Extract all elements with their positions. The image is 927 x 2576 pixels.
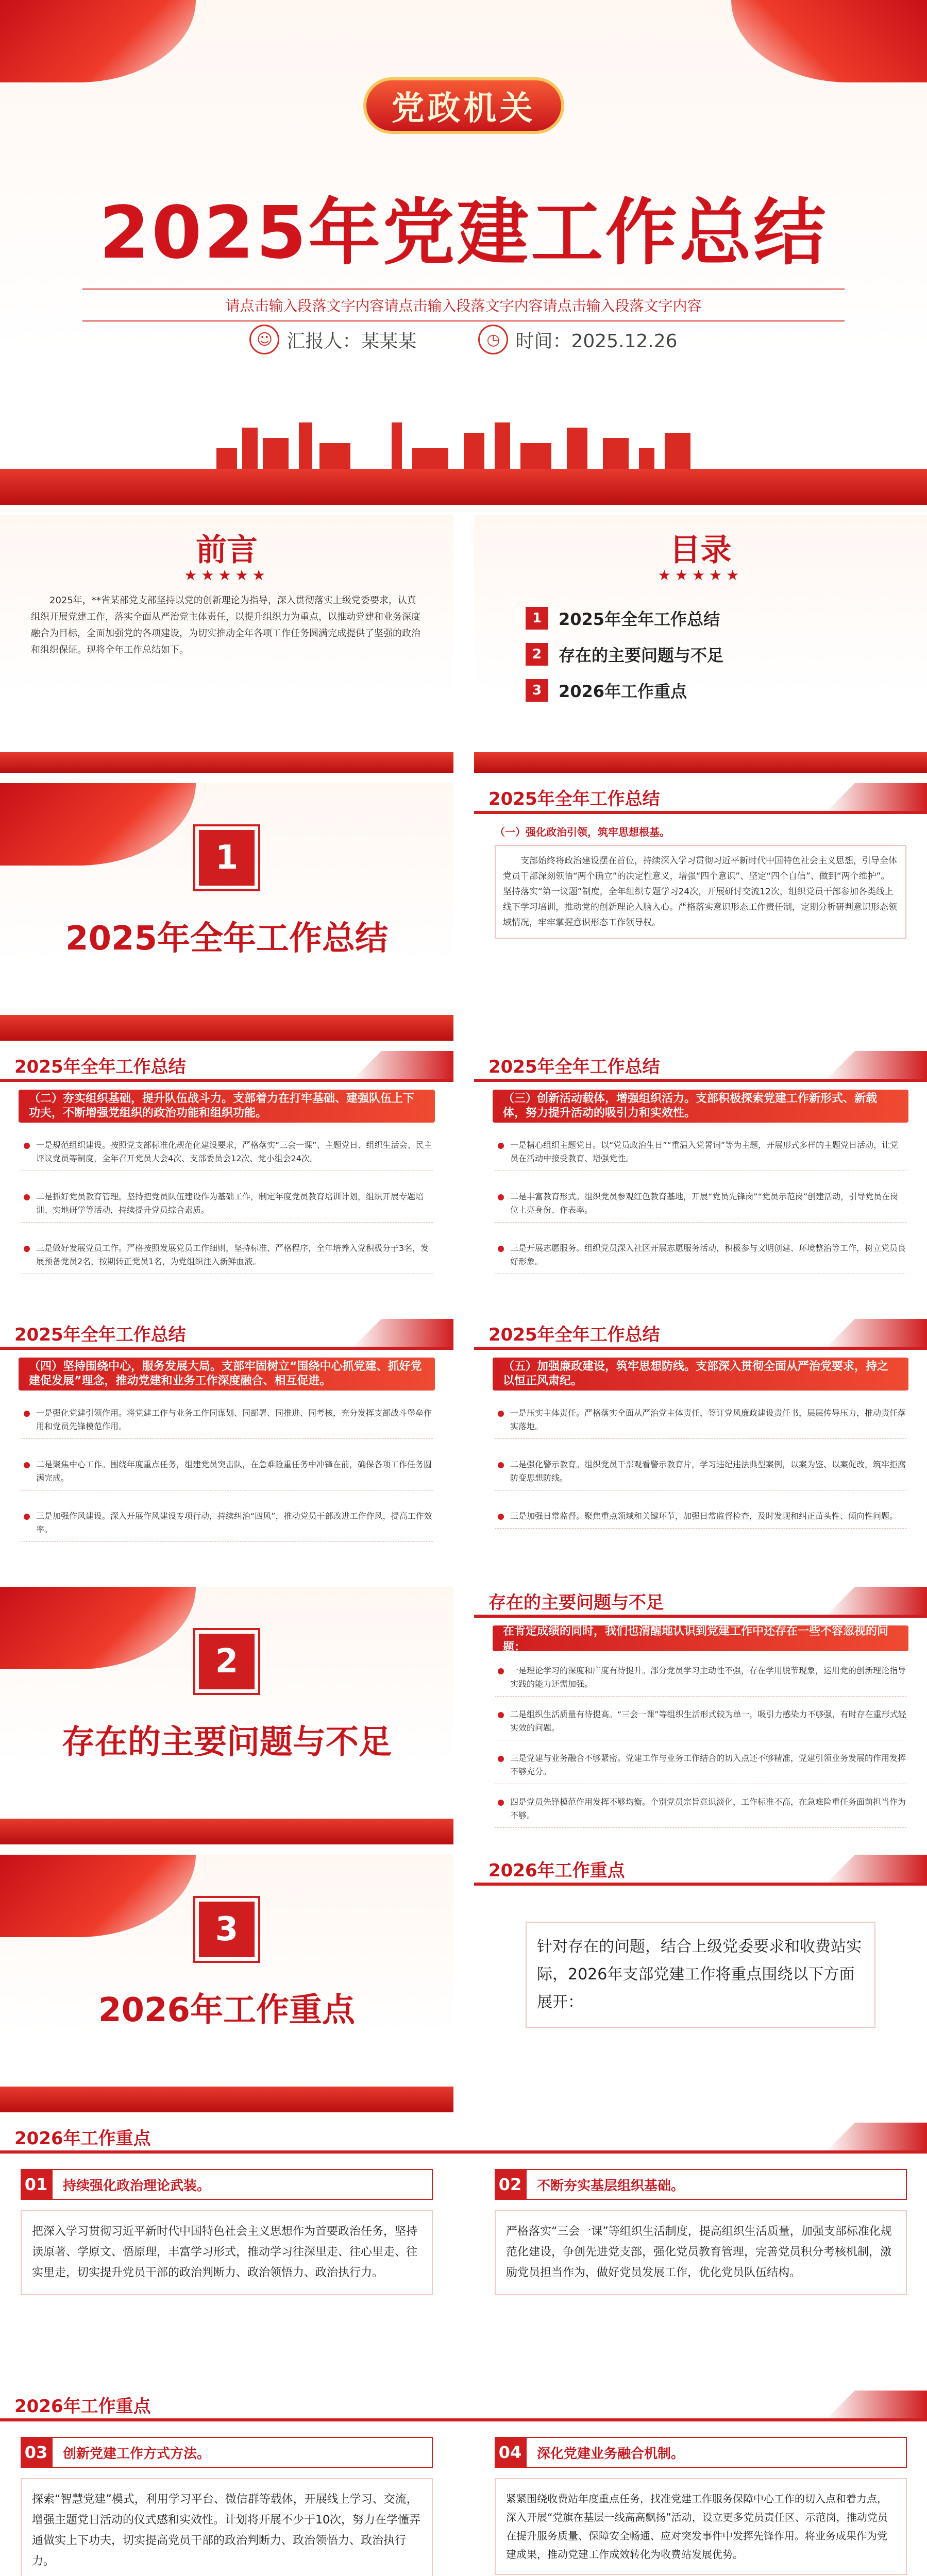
item-body: 紧紧围绕收费站年度重点任务，找准党建工作服务保障中心工作的切入点和着力点，深入开展“党旗在基层一线高高飘扬”活动，设立更多党员责任区、示范岗，推动党员在提升服务质量、保障安全畅通、应对突发事件中发挥先锋作用。将业务成果作为党建成果，推动党建工作成效转化为收费站发展优势。 <box>495 2478 907 2575</box>
s6-row-2: 二是组织生活质量有待提高。“三会一课”等组织生活形式较为单一，吸引力感染力不够强，有时存在重形式轻实效的问题。 <box>495 1703 906 1740</box>
section-header-text: 2026年工作重点 <box>14 2128 151 2149</box>
cover-subtitle: 请点击输入段落文字内容请点击输入段落文字内容请点击输入段落文字内容 <box>82 289 845 321</box>
section-header-text: 2026年工作重点 <box>14 2396 151 2417</box>
red-bottom-band <box>0 1819 453 1844</box>
problems-slide <box>474 1587 927 1844</box>
cover-slide <box>0 0 927 505</box>
red-flag-decoration <box>0 0 196 82</box>
section-header-text: 2026年工作重点 <box>488 1860 625 1881</box>
s4-row-1: 一是强化党建引领作用。将党建工作与业务工作同谋划、同部署、同推进、同考核，充分发挥支部战斗堡垒作用和党员先锋模范作用。 <box>21 1401 433 1439</box>
item-title: 创新党建工作方式方法。 <box>52 2437 433 2468</box>
priorities-slide-1 <box>0 2123 927 2380</box>
summary-slide-1 <box>474 783 927 1041</box>
red-flag-decoration <box>0 1587 196 1669</box>
clock-icon: ◷ <box>478 325 508 354</box>
preface-stars: ★★★★★ <box>184 567 269 584</box>
section-header-text: 存在的主要问题与不足 <box>488 1592 664 1613</box>
chapter1-number <box>193 824 260 891</box>
chapter3-title: 2026年工作重点 <box>98 1991 356 2029</box>
section-header-text: 2025年全年工作总结 <box>14 1324 186 1345</box>
item-title: 持续强化政治理论武装。 <box>52 2169 433 2200</box>
item-body: 探索“智慧党建”模式，利用学习平台、微信群等载体，开展线上学习、交流，增强主题党日活动的仪式感和实效性。计划将开展不少于10次，努力在学懂弄通做实上下功夫，切实提高党员干部的政治判断力、政治领悟力、政治执行力。 <box>21 2478 433 2576</box>
chapter3-number <box>193 1896 260 1963</box>
toc-num: 2 <box>526 643 548 666</box>
toc-stars: ★★★★★ <box>658 567 744 584</box>
cover-meta <box>0 325 927 354</box>
section-header-text: 2025年全年工作总结 <box>488 788 660 809</box>
preface-title: 前言 <box>196 532 258 568</box>
chapter2-number <box>193 1628 260 1695</box>
s2-bar: （二）夯实组织基础，提升队伍战斗力。支部着力在打牢基础、建强队伍上下功夫，不断增强党组织的政治功能和组织功能。 <box>19 1090 435 1123</box>
s6-row-4: 四是党员先锋模范作用发挥不够均衡。个别党员宗旨意识淡化，工作标准不高，在急难险重任务面前担当作为不够。 <box>495 1790 906 1828</box>
chapter2-number-text: 2 <box>199 1634 255 1689</box>
red-bottom-band <box>474 752 927 773</box>
cover-time <box>478 325 677 354</box>
section-header <box>474 1051 927 1082</box>
person-icon: ☺ <box>249 325 279 354</box>
preface-slide <box>0 515 453 773</box>
priorities-slide-2 <box>0 2391 927 2576</box>
s1-body: 支部始终将政治建设摆在首位，持续深入学习贯彻习近平新时代中国特色社会主义思想，引导全体党员干部深刻领悟“两个确立”的决定性意义，增强“四个意识”、坚定“四个自信”、做到“两个维护”。坚持落实“第一议题”制度，全年组织专题学习24次，开展研讨交流12次，组织党员干部参加各类线上线下学习培训，推动党的创新理论入脑入心。严格落实意识形态工作责任制，定期分析研判意识形态领域情况，牢牢掌握意识形态工作领导权。 <box>495 845 906 939</box>
cover-time-text: 时间：2025.12.26 <box>515 330 678 352</box>
s1-item-title: （一）强化政治引领，筑牢思想根基。 <box>495 826 670 838</box>
item-number: 03 <box>21 2437 52 2468</box>
s5-row-2: 二是强化警示教育。组织党员干部观看警示教育片，学习违纪违法典型案例，以案为鉴、以案促改，筑牢拒腐防变思想防线。 <box>495 1453 906 1490</box>
section-header-text: 2025年全年工作总结 <box>488 1056 660 1077</box>
item-body: 严格落实“三会一课”等组织生活制度，提高组织生活质量，加强支部标准化规范化建设，争创先进党支部，强化党员教育管理，完善党员积分考核机制，激励党员担当作为，做好党员发展工作，优化党员队伍结构。 <box>495 2210 907 2295</box>
section-header <box>474 1587 927 1618</box>
priorities-intro-slide <box>474 1855 927 2112</box>
s2-row-1: 一是规范组织建设。按照党支部标准化规范化建设要求，严格落实“三会一课”、主题党日、组织生活会、民主评议党员等制度，全年召开党员大会4次、支部委员会12次、党小组会24次。 <box>21 1133 433 1171</box>
s3-bar: （三）创新活动载体，增强组织活力。支部积极探索党建工作新形式、新载体，努力提升活动的吸引力和实效性。 <box>493 1090 908 1123</box>
toc-item-2[interactable] <box>526 639 875 670</box>
chapter3-number-text: 3 <box>199 1902 255 1957</box>
chapter2-slide <box>0 1587 453 1844</box>
chapter1-title: 2025年全年工作总结 <box>65 920 389 958</box>
red-bottom-band <box>0 752 453 773</box>
section-header <box>474 1855 927 1886</box>
item-title: 深化党建业务融合机制。 <box>526 2437 907 2468</box>
section-header <box>474 783 927 814</box>
summary-slide-4 <box>0 1319 453 1577</box>
s2-row-2: 二是抓好党员教育管理。坚持把党员队伍建设作为基础工作，制定年度党员教育培训计划，组织开展专题培训、实地研学等活动，持续提升党员综合素质。 <box>21 1185 433 1223</box>
chapter1-number-text: 1 <box>199 830 255 886</box>
toc-label: 2025年全年工作总结 <box>559 609 720 629</box>
summary-slide-3 <box>474 1051 927 1309</box>
chapter1-slide <box>0 783 453 1041</box>
red-flag-decoration <box>0 783 196 866</box>
s5-row-1: 一是压实主体责任。严格落实全面从严治党主体责任，签订党风廉政建设责任书，层层传导压力，推动责任落实落地。 <box>495 1401 906 1439</box>
section-header <box>0 2391 927 2421</box>
s3-row-2: 二是丰富教育形式。组织党员参观红色教育基地，开展“党员先锋岗”“党员示范岗”创建活动，引导党员在岗位上亮身份、作表率。 <box>495 1185 906 1223</box>
s3-row-3: 三是开展志愿服务。组织党员深入社区开展志愿服务活动，积极参与文明创建、环境整治等工作，树立党员良好形象。 <box>495 1236 906 1274</box>
s3-row-1: 一是精心组织主题党日。以“党员政治生日”“重温入党誓词”等为主题，开展形式多样的主题党日活动，让党员在活动中接受教育、增强党性。 <box>495 1133 906 1171</box>
s6-row-3: 三是党建与业务融合不够紧密。党建工作与业务工作结合的切入点还不够精准，党建引领业务发展的作用发挥不够充分。 <box>495 1747 906 1784</box>
toc-item-1[interactable] <box>526 603 875 634</box>
item-title: 不断夯实基层组织基础。 <box>526 2169 907 2200</box>
chapter2-title: 存在的主要问题与不足 <box>62 1723 392 1761</box>
red-flag-decoration <box>0 1855 196 1937</box>
summary-slide-2 <box>0 1051 453 1309</box>
s2-row-3: 三是做好发展党员工作。严格按照发展党员工作细则，坚持标准、严格程序，全年培养入党积极分子3名，发展预备党员2名，按期转正党员1名，为党组织注入新鲜血液。 <box>21 1236 433 1274</box>
s5-bar: （五）加强廉政建设，筑牢思想防线。支部深入贯彻全面从严治党要求，持之以恒正风肃纪。 <box>493 1358 908 1391</box>
s4-row-3: 三是加强作风建设。深入开展作风建设专项行动，持续纠治“四风”，推动党员干部改进工作作风，提高工作效率。 <box>21 1504 433 1542</box>
toc-label: 存在的主要问题与不足 <box>559 646 724 665</box>
s5-row-3: 三是加强日常监督。聚焦重点领域和关键环节，加强日常监督检查，及时发现和纠正苗头性、倾向性问题。 <box>495 1504 906 1529</box>
section-header <box>0 1319 453 1350</box>
item-number: 01 <box>21 2169 52 2200</box>
s6-bar: 在肯定成绩的同时，我们也清醒地认识到党建工作中还存在一些不容忽视的问题： <box>493 1625 908 1651</box>
cover-title: 2025年党建工作总结 <box>99 191 828 275</box>
section-header <box>0 1051 453 1082</box>
item-number: 04 <box>495 2437 526 2468</box>
section-header-text: 2025年全年工作总结 <box>14 1056 186 1077</box>
cover-reporter-text: 汇报人：某某某 <box>286 330 417 352</box>
section-header <box>474 1319 927 1350</box>
section-header-text: 2025年全年工作总结 <box>488 1324 660 1345</box>
toc-item-3[interactable] <box>526 675 875 706</box>
cover-reporter <box>249 325 416 354</box>
section-header <box>0 2123 927 2154</box>
intro-body: 针对存在的问题，结合上级党委要求和收费站实际，2026年支部党建工作将重点围绕以下方面展开： <box>526 1922 875 2028</box>
s6-row-1: 一是理论学习的深度和广度有待提升。部分党员学习主动性不强，存在学用脱节现象，运用党的创新理论指导实践的能力还需加强。 <box>495 1659 906 1697</box>
red-flag-decoration-right <box>731 0 927 82</box>
toc-num: 3 <box>526 679 548 702</box>
s4-bar: （四）坚持围绕中心，服务发展大局。支部牢固树立“围绕中心抓党建、抓好党建促发展”理念，推动党建和业务工作深度融合、相互促进。 <box>19 1358 435 1391</box>
red-bottom-band <box>0 1015 453 1041</box>
toc-slide <box>474 515 927 773</box>
item-number: 02 <box>495 2169 526 2200</box>
s4-row-2: 二是聚焦中心工作。围绕年度重点任务，组建党员突击队，在急难险重任务中冲锋在前，确保各项工作任务圆满完成。 <box>21 1453 433 1490</box>
cover-badge-text: 党政机关 <box>391 90 536 128</box>
toc-title: 目录 <box>669 532 732 568</box>
chapter3-slide <box>0 1855 453 2112</box>
preface-body: 2025年，**省某部党支部坚持以党的创新理论为指导，深入贯彻落实上级党委要求，认真组织开展党建工作，落实全面从严治党主体责任，以提升组织力为重点，以推动党建和业务深度融合为目标，全面加强党的各项建设，为切实推动全年各项工作任务圆满完成提供了坚强的政治和组织保证。现将全年工作总结如下。 <box>31 595 420 655</box>
red-bottom-band <box>0 2087 453 2112</box>
toc-label: 2026年工作重点 <box>559 682 687 701</box>
toc-num: 1 <box>526 607 548 630</box>
summary-slide-5 <box>474 1319 927 1577</box>
cover-badge <box>363 77 564 134</box>
item-body: 把深入学习贯彻习近平新时代中国特色社会主义思想作为首要政治任务，坚持读原著、学原文、悟原理，丰富学习形式，推动学习往深里走、往心里走、往实里走，切实提升党员干部的政治判断力、政治领悟力、政治执行力。 <box>21 2210 433 2295</box>
red-bottom-band <box>0 469 927 505</box>
